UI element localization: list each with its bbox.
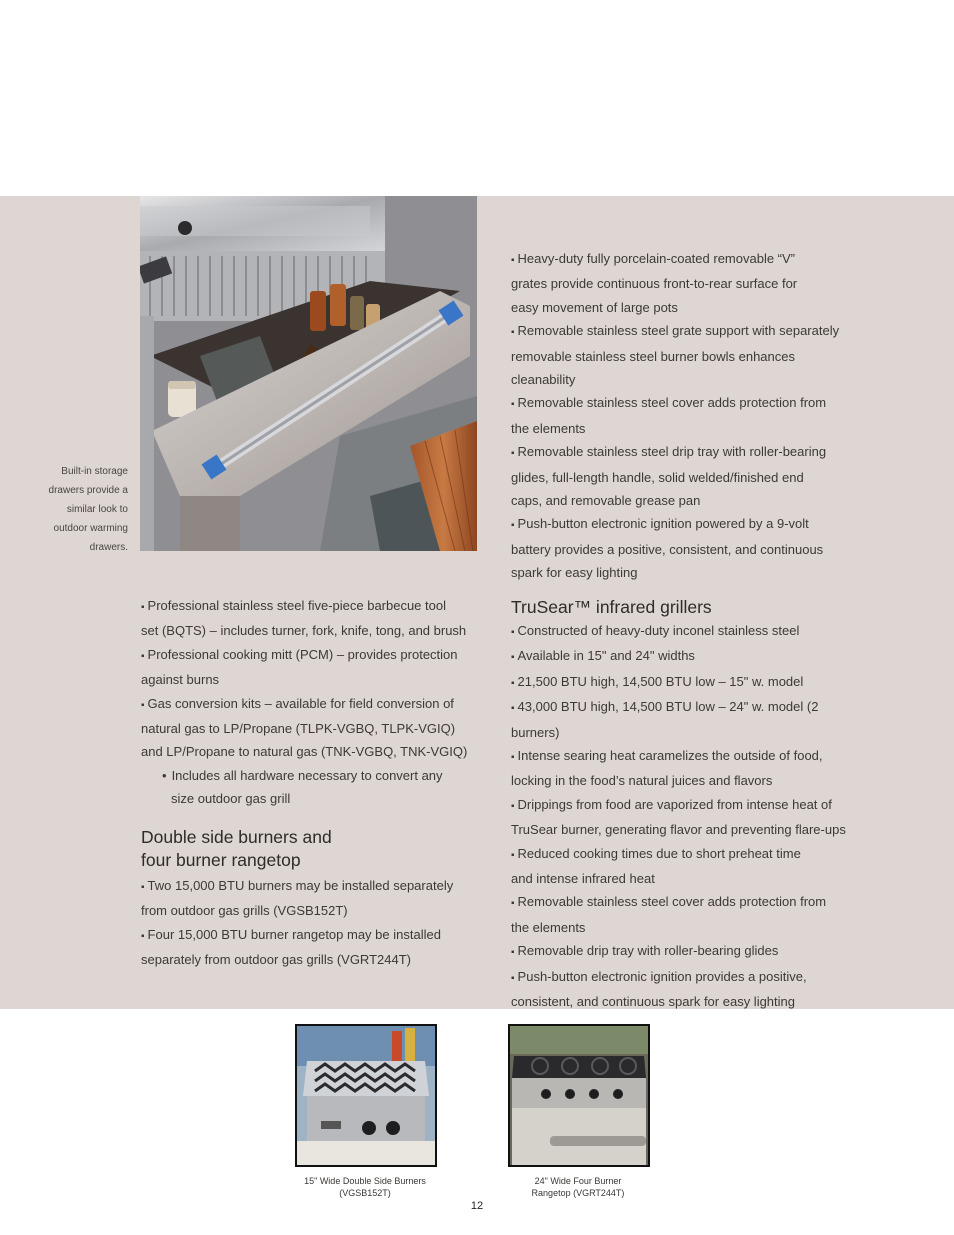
bullet-line: ▪ Professional cooking mitt (PCM) – provides protection xyxy=(141,643,481,668)
bullet-line: and LP/Propane to natural gas (TNK-VGBQ, TNK-VGIQ) xyxy=(141,744,468,760)
page-number: 12 xyxy=(470,1200,484,1212)
heading-line: Double side burners and xyxy=(141,827,332,847)
trusear-heading: TruSear™ infrared grillers xyxy=(511,597,712,617)
bullet-line: removable stainless steel burner bowls enhances xyxy=(511,348,795,364)
bullet-line: ▪ 21,500 BTU high, 14,500 BTU low – 15" w. model xyxy=(511,670,856,695)
bullet-line: ▪ Gas conversion kits – available for field conversion of xyxy=(141,692,481,717)
caption-line: (VGSB152T) xyxy=(339,1187,391,1198)
bullet-line: ▪ Reduced cooking times due to short preheat time xyxy=(511,842,856,867)
bullet-line: ▪ Intense searing heat caramelizes the outside of food, xyxy=(511,744,856,769)
bullet-line: ▪ Available in 15" and 24" widths xyxy=(511,644,856,669)
side-burners-heading xyxy=(141,826,481,872)
bullet-line: ▪ Two 15,000 BTU burners may be installed separately xyxy=(141,874,481,899)
rangetop-caption xyxy=(503,1176,653,1199)
side-burners-photo xyxy=(295,1024,437,1167)
bullet-line: ▪ Push-button electronic ignition powered by a 9-volt xyxy=(511,512,856,537)
accessories-list xyxy=(141,594,481,811)
caption-line: 15" Wide Double Side Burners xyxy=(304,1176,426,1186)
rangetop-photo xyxy=(508,1024,650,1167)
caption-line: Rangetop (VGRT244T) xyxy=(531,1187,625,1198)
bullet-line: ▪ Drippings from food are vaporized from intense heat of xyxy=(511,793,856,818)
bullet-line: ▪ 43,000 BTU high, 14,500 BTU low – 24" w. model (2 burners) xyxy=(511,695,856,744)
bullet-line: set (BQTS) – includes turner, fork, knife, tong, and brush xyxy=(141,623,467,639)
side-burners-caption xyxy=(290,1176,440,1199)
bullet-line: easy movement of large pots xyxy=(511,299,678,315)
bullet-line: caps, and removable grease pan xyxy=(511,493,701,509)
bullet-line: natural gas to LP/Propane (TLPK-VGBQ, TLPK-VGIQ) xyxy=(141,721,456,737)
bullet-line: grates provide continuous front-to-rear surface for xyxy=(511,276,798,292)
sub-bullet-cont: size outdoor gas grill xyxy=(171,791,291,807)
bullet-line: ▪ Constructed of heavy-duty inconel stainless steel xyxy=(511,619,856,644)
side-caption xyxy=(30,462,128,557)
caption-line: 24" Wide Four Burner xyxy=(534,1176,622,1186)
bullet-line: the elements xyxy=(511,420,586,436)
sub-bullet-text: Includes all hardware necessary to convert any xyxy=(171,767,443,783)
bullet-line: spark for easy lighting xyxy=(511,565,638,581)
bullet-line: ▪ Heavy-duty fully porcelain-coated removable “V” xyxy=(511,247,856,272)
side-caption-line: outdoor warming xyxy=(53,523,128,534)
bullet-line: ▪ Professional stainless steel five-piece barbecue tool xyxy=(141,594,481,619)
bullet-line: separately from outdoor gas grills (VGRT244T) xyxy=(141,952,411,968)
bullet-line: the elements xyxy=(511,919,586,935)
bullet-line: ▪ Removable stainless steel cover adds protection from xyxy=(511,890,856,915)
sub-bullet: • Includes all hardware necessary to convert any xyxy=(162,767,443,783)
side-caption-line: similar look to xyxy=(66,504,128,515)
bullet-line: ▪ Removable stainless steel grate support with separately xyxy=(511,319,856,344)
bullet-line: TruSear burner, generating flavor and preventing flare-ups xyxy=(511,822,846,838)
storage-drawer-photo xyxy=(140,196,477,551)
bullet-line: ▪ Removable drip tray with roller-bearing glides xyxy=(511,939,856,964)
bullet-line: and intense infrared heat xyxy=(511,871,655,887)
side-burners-section xyxy=(141,826,481,972)
bullet-line: ▪ Four 15,000 BTU burner rangetop may be installed xyxy=(141,923,481,948)
side-caption-line: Built-in storage xyxy=(61,466,128,477)
bullet-line: glides, full-length handle, solid welded/finished end xyxy=(511,469,804,485)
bullet-line: ▪ Removable stainless steel drip tray with roller-bearing xyxy=(511,440,856,465)
bullet-line: cleanability xyxy=(511,372,576,388)
rangetop-features-list xyxy=(511,247,856,585)
side-caption-line: drawers provide a xyxy=(48,485,128,496)
bullet-line: against burns xyxy=(141,672,220,688)
bullet-line: battery provides a positive, consistent, and continuous xyxy=(511,541,824,557)
bullet-line: ▪ Removable stainless steel cover adds protection from xyxy=(511,391,856,416)
trusear-section xyxy=(511,596,856,1014)
heading-line: four burner rangetop xyxy=(141,850,301,870)
bullet-line: consistent, and continuous spark for easy lighting xyxy=(511,994,796,1010)
bullet-line: ▪ Push-button electronic ignition provides a positive, xyxy=(511,965,856,990)
bullet-line: locking in the food’s natural juices and flavors xyxy=(511,773,773,789)
side-caption-line: drawers. xyxy=(89,542,128,553)
bullet-line: from outdoor gas grills (VGSB152T) xyxy=(141,903,348,919)
